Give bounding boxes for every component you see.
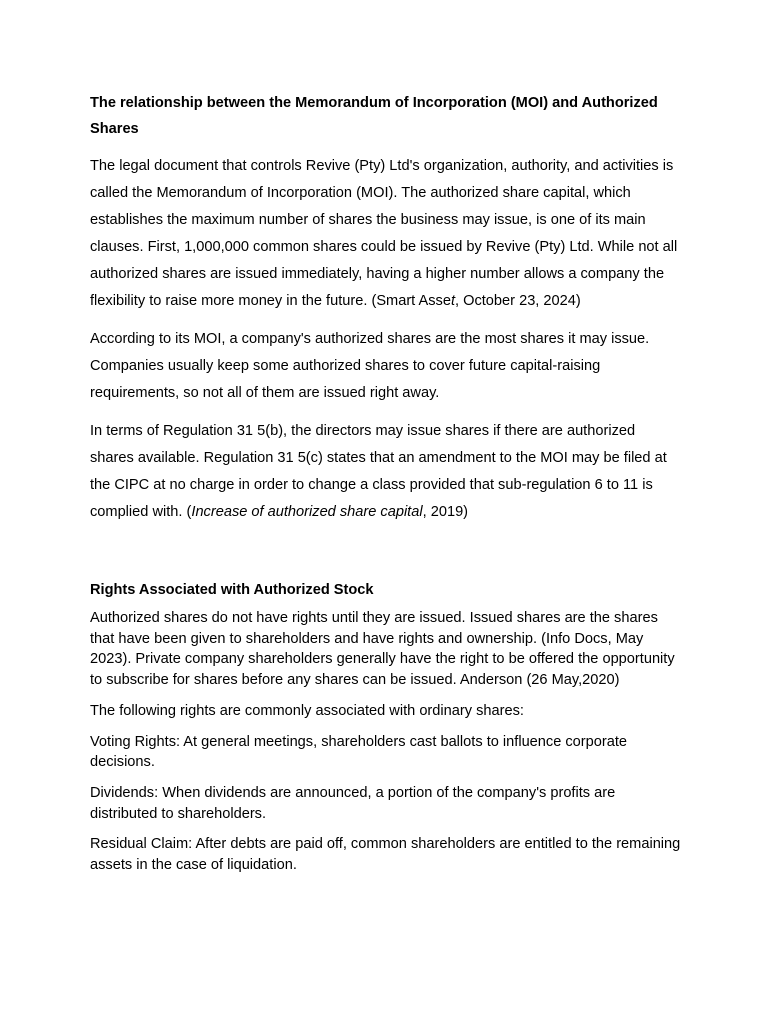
right-residual-claim: Residual Claim: After debts are paid off, common shareholders are entitled to the remaining assets in the case of liquidation.: [90, 836, 681, 874]
section-heading: The relationship between the Memorandum of Incorporation (MOI) and Authorized Shares: [90, 95, 658, 137]
italic-text: t: [450, 293, 455, 309]
paragraph-text-tail: , October 23, 2024): [455, 293, 581, 309]
section-heading: Rights Associated with Authorized Stock: [90, 582, 374, 598]
paragraph-text: The legal document that controls Revive (Pty) Ltd's organization, authority, and activities is called the Memorandum of Incorporation (MOI). The authorized share capital, which establishes the maximum number of shares the business may issue, is one of its main clauses. First, 1,000,000 common shares could be issued by Revive (Pty) Ltd. While not all authorized shares are issued immediately, having a higher number allows a company the flexibility to raise more money in the future. (Smart Asse: [90, 158, 678, 309]
right-voting: Voting Rights: At general meetings, shareholders cast ballots to influence corporate decisions.: [90, 733, 628, 771]
paragraph-regulation-31: [90, 418, 682, 526]
paragraph-authorized-shares: According to its MOI, a company's authorized shares are the most shares it may issue. Companies usually keep some authorized shares to cover future capital-raising requirements, so not all of them are issued right away.: [90, 331, 650, 401]
paragraph-issued-shares: Authorized shares do not have rights until they are issued. Issued shares are the shares that have been given to shareholders and have rights and ownership. (Info Docs, May 2023). Private company shareholders generally have the right to be offered the opportunity to subscribe for shares before any shares can be issued. Anderson (26 May,2020): [90, 610, 675, 689]
document-page: [90, 90, 682, 886]
paragraph-text: In terms of Regulation 31 5(b), the directors may issue shares if there are authorized shares available. Regulation 31 5(c) states that an amendment to the MOI may be filed at the CIPC at no charge in order to change a class provided that sub-regulation 6 to 11 is complied with. (: [90, 423, 667, 520]
paragraph-moi-definition: [90, 153, 682, 315]
paragraph-rights-intro: The following rights are commonly associated with ordinary shares:: [90, 702, 524, 719]
section-rights-authorized-stock: [90, 577, 682, 876]
italic-citation: Increase of authorized share capital: [191, 504, 423, 520]
paragraph-text-tail: , 2019): [422, 504, 469, 520]
section-moi-authorized-shares: [90, 90, 682, 526]
right-dividends: Dividends: When dividends are announced, a portion of the company's profits are distributed to shareholders.: [90, 784, 616, 822]
